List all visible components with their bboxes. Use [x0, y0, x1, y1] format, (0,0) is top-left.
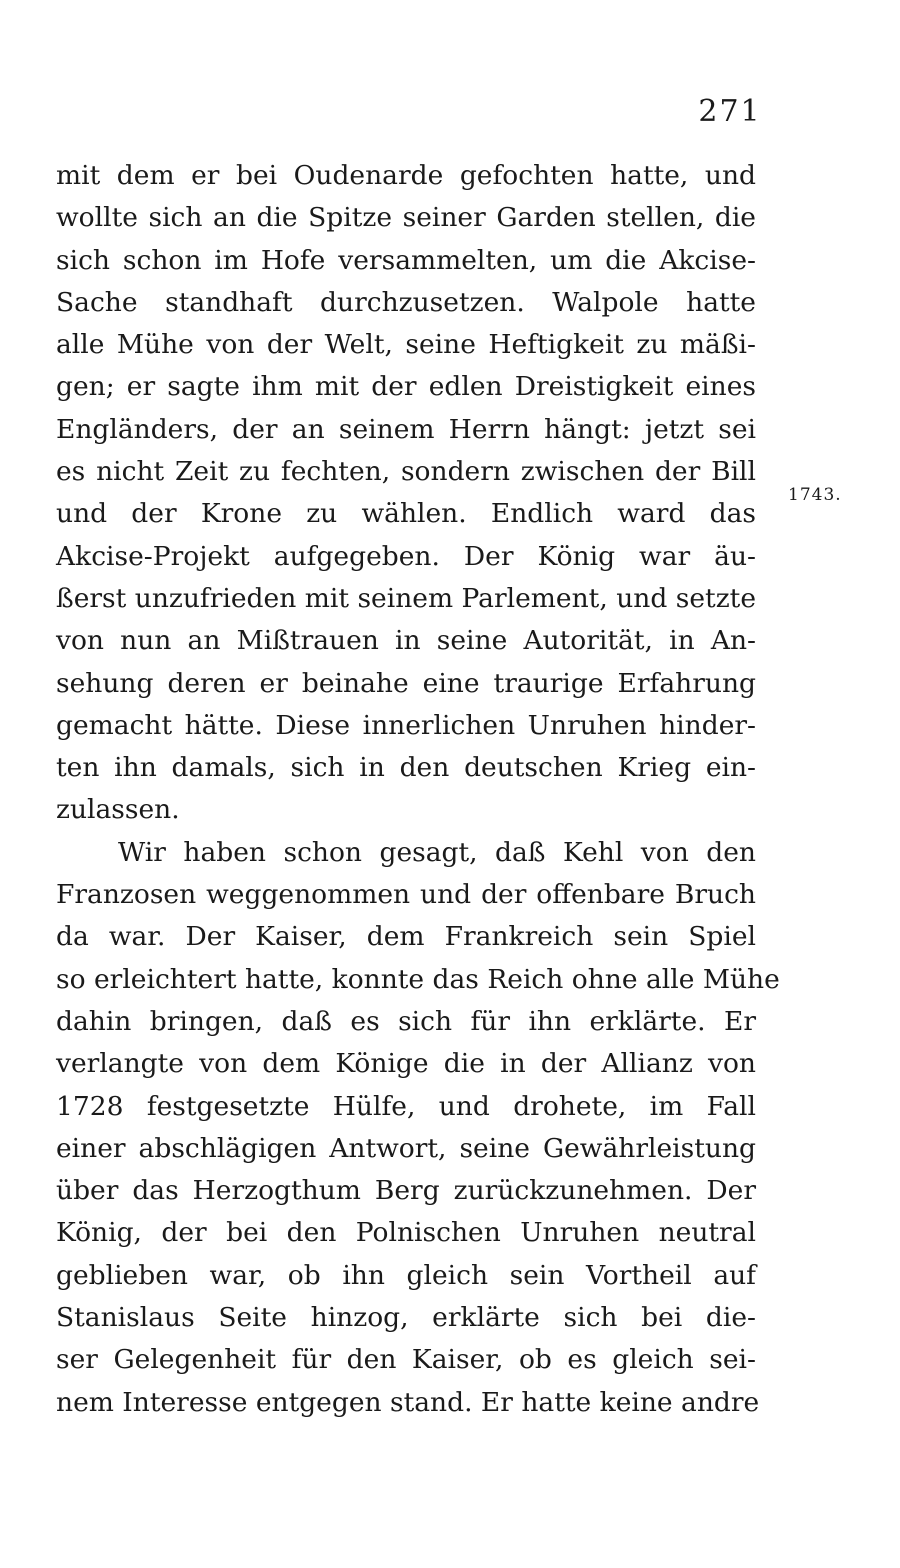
text-line: mit dem er bei Oudenarde gefochten hatte, und — [56, 160, 756, 191]
body-text — [56, 155, 780, 1424]
text-line: sehung deren er beinahe eine traurige Erfahrung — [56, 667, 756, 699]
page-number: 271 — [698, 94, 762, 129]
text-line: gen; er sagte ihm mit der edlen Dreistigkeit eines — [56, 371, 756, 403]
text-line: ten ihn damals, sich in den deutschen Krieg ein- — [56, 752, 756, 784]
text-line: dahin bringen, daß es sich für ihn erklärte. Er — [56, 1005, 756, 1037]
text-line: alle Mühe von der Welt, seine Heftigkeit zu mäßi- — [56, 329, 756, 361]
text-line: sich schon im Hofe versammelten, um die Akcise- — [56, 244, 756, 276]
text-line-paragraph-start: Wir haben schon gesagt, daß Kehl von den — [118, 836, 756, 868]
text-line: von nun an Mißtrauen in seine Autorität, in An- — [56, 625, 756, 657]
text-line: Sache standhaft durchzusetzen. Walpole hatte — [56, 286, 756, 318]
text-line: Franzosen weggenommen und der offenbare Bruch — [56, 879, 756, 911]
text-line: ßerst unzufrieden mit seinem Parlement, und setzte — [56, 582, 756, 614]
text-line: einer abschlägigen Antwort, seine Gewährleistung — [56, 1132, 756, 1164]
text-line: gemacht hätte. Diese innerlichen Unruhen hinder- — [56, 709, 756, 741]
text-line: 1728 festgesetzte Hülfe, und drohete, im Fall — [56, 1090, 756, 1122]
text-line: wollte sich an die Spitze seiner Garden stellen, die — [56, 202, 756, 234]
text-line: Akcise-Projekt aufgegeben. Der König war äu- — [56, 540, 756, 572]
text-line: über das Herzogthum Berg zurückzunehmen. Der — [56, 1175, 756, 1207]
text-line: es nicht Zeit zu fechten, sondern zwischen der Bill — [56, 456, 756, 488]
text-line: und der Krone zu wählen. Endlich ward das — [56, 498, 756, 530]
margin-year-note: 1743. — [788, 485, 842, 505]
text-line: König, der bei den Polnischen Unruhen neutral — [56, 1217, 756, 1249]
text-line: ser Gelegenheit für den Kaiser, ob es gleich sei- — [56, 1344, 756, 1376]
text-line: Stanislaus Seite hinzog, erklärte sich bei die- — [56, 1302, 756, 1334]
text-line-paragraph-end: zulassen. — [56, 794, 180, 826]
text-line: geblieben war, ob ihn gleich sein Vortheil auf — [56, 1259, 756, 1291]
text-line: da war. Der Kaiser, dem Frankreich sein Spiel — [56, 921, 756, 953]
text-line: verlangte von dem Könige die in der Allianz von — [56, 1048, 756, 1080]
text-line: so erleichtert hatte, konnte das Reich ohne alle Mühe — [56, 963, 780, 995]
text-line: nem Interesse entgegen stand. Er hatte keine andre — [56, 1386, 760, 1418]
text-line: Engländers, der an seinem Herrn hängt: jetzt sei — [56, 413, 756, 445]
